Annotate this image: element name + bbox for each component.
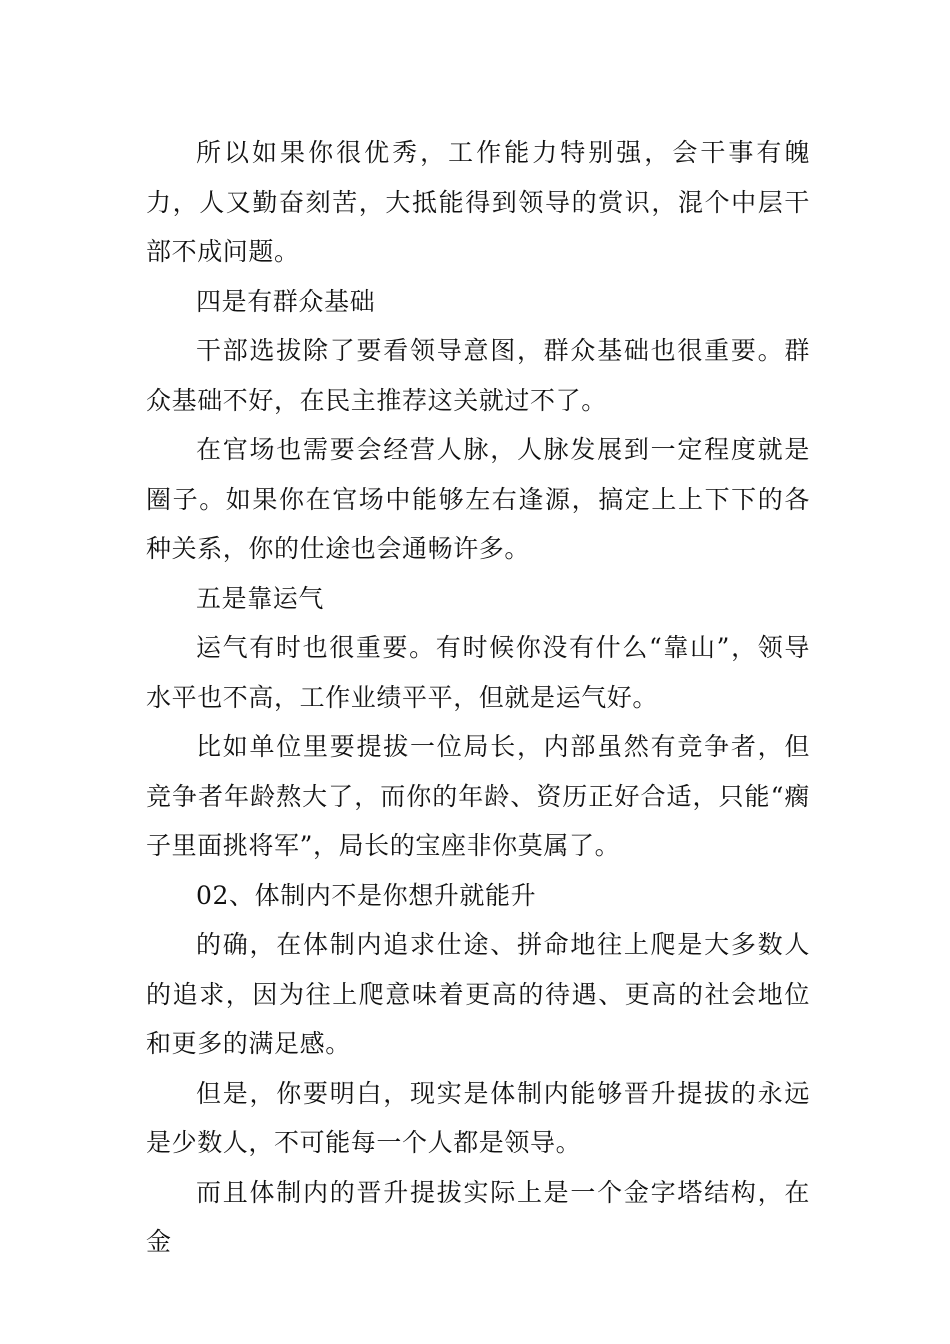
paragraph: 在官场也需要会经营人脉，人脉发展到一定程度就是圈子。如果你在官场中能够左右逢源，搞定上上下下的各种关系，你的仕途也会通畅许多。 <box>146 435 810 563</box>
paragraph: 所以如果你很优秀，工作能力特别强，会干事有魄力，人又勤奋刻苦，大抵能得到领导的赏识，混个中层干部不成问题。 <box>146 138 810 266</box>
paragraph: 的确，在体制内追求仕途、拼命地往上爬是大多数人的追求，因为往上爬意味着更高的待遇、更高的社会地位和更多的满足感。 <box>146 930 810 1058</box>
paragraph: 比如单位里要提拔一位局长，内部虽然有竞争者，但竞争者年龄熬大了，而你的年龄、资历正好合适，只能“瘸子里面挑将军”，局长的宝座非你莫属了。 <box>146 732 810 860</box>
paragraph: 但是，你要明白，现实是体制内能够晋升提拔的永远是少数人，不可能每一个人都是领导。 <box>146 1078 810 1157</box>
section-heading: 五是靠运气 <box>196 583 325 613</box>
section-heading: 四是有群众基础 <box>196 286 376 316</box>
section-heading: 02、体制内不是你想升就能升 <box>196 880 537 910</box>
paragraph: 运气有时也很重要。有时候你没有什么“靠山”，领导水平也不高，工作业绩平平，但就是运气好。 <box>146 633 810 712</box>
paragraph: 干部选拔除了要看领导意图，群众基础也很重要。群众基础不好，在民主推荐这关就过不了。 <box>146 336 810 415</box>
document-body <box>146 128 810 1267</box>
paragraph: 而且体制内的晋升提拔实际上是一个金字塔结构，在金 <box>146 1177 810 1256</box>
